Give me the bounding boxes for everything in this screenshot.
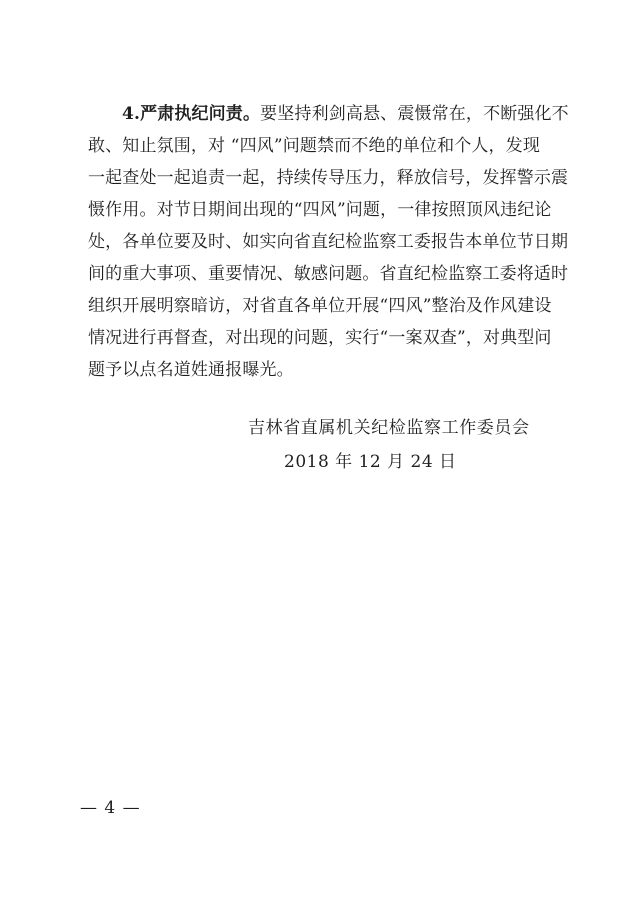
paragraph-line-8: 情况进行再督查，对出现的问题，实行“一案双查”，对典型问: [88, 328, 552, 348]
paragraph-line-7: 组织开展明察暗访，对省直各单位开展“四风”整治及作风建设: [88, 296, 552, 316]
paragraph-line-2: 敢、知止氛围，对 “四风”问题禁而不绝的单位和个人，发现: [88, 136, 540, 156]
body-paragraph: [88, 98, 569, 386]
issuer-signature: 吉林省直属机关纪检监察工作委员会: [248, 418, 530, 438]
paragraph-line-1: 要坚持利剑高悬、震慑常在，不断强化不: [260, 104, 569, 124]
paragraph-line-3: 一起查处一起追责一起，持续传导压力，释放信号，发挥警示震: [88, 168, 569, 188]
section-heading: 严肃执纪问责。: [140, 104, 261, 124]
paragraph-line-9: 题予以点名道姓通报曝光。: [88, 360, 294, 380]
section-number: 4.: [122, 104, 141, 124]
paragraph-line-4: 慑作用。对节日期间出现的“四风”问题，一律按照顶风违纪论: [88, 200, 552, 220]
paragraph-first-line: [88, 98, 569, 130]
page-number: — 4 —: [80, 798, 141, 818]
issue-date: 2018 年 12 月 24 日: [284, 452, 457, 472]
paragraph-line-5: 处，各单位要及时、如实向省直纪检监察工委报告本单位节日期: [88, 232, 569, 252]
paragraph-line-6: 间的重大事项、重要情况、敏感问题。省直纪检监察工委将适时: [88, 264, 569, 284]
